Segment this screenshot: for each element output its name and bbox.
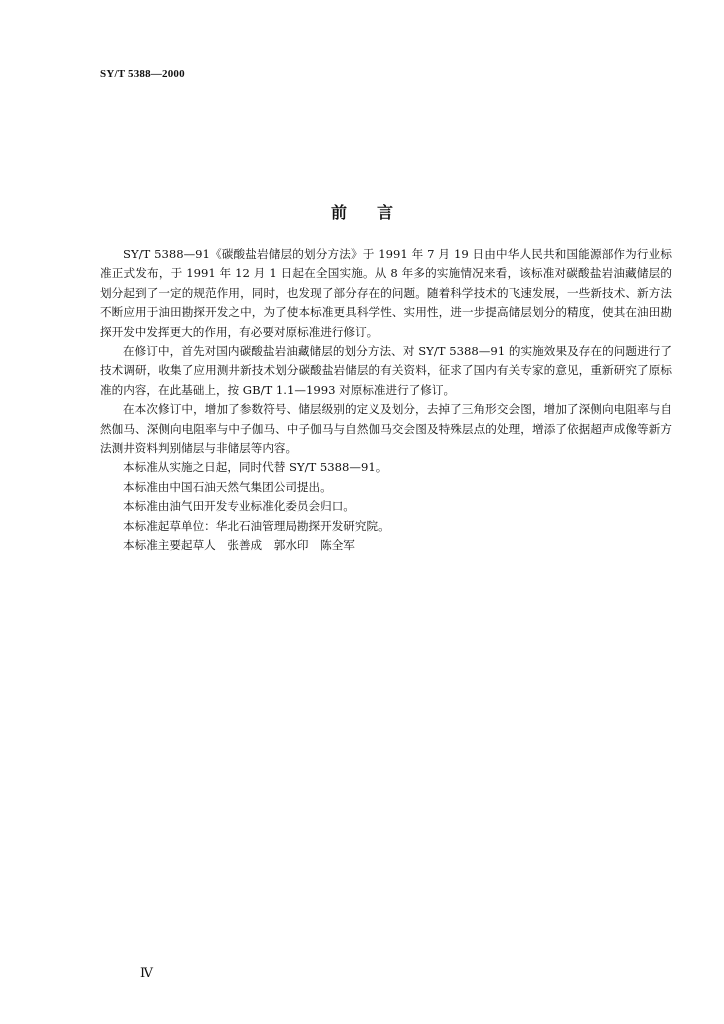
page-title: 前言 [330,203,423,222]
paragraph-revision-changes: 在本次修订中，增加了参数符号、储层级别的定义及划分，去掉了三角形交会图，增加了深侧向电阻率与自然伽马、深侧向电阻率与中子伽马、中子伽马与自然伽马交会图及特殊层点的处理，增添了依据超声成像等新方法测井资料判别储层与非储层等内容。 [100,402,672,456]
standard-code: SY/T 5388—2000 [100,68,185,80]
paragraph-revision-process: 在修订中，首先对国内碳酸盐岩油藏储层的划分方法、对 SY/T 5388—91 的实施效果及存在的问题进行了技术调研，收集了应用测井新技术划分碳酸盐岩储层的有关资料，征求了国内有关专家的意见，重新研究了原标准的内容，在此基础上，按 GB/T 1.1—1993 对原标准进行了修订。 [100,344,672,397]
paragraph-drafting-unit: 本标准起草单位：华北石油管理局勘探开发研究院。 [123,518,390,533]
paragraph-proposer: 本标准由中国石油天然气集团公司提出。 [123,479,332,494]
paragraph-replacement: 本标准从实施之日起，同时代替 SY/T 5388—91。 [123,460,388,475]
paragraph-centralizer: 本标准由油气田开发专业标准化委员会归口。 [123,499,355,514]
preface-body [100,245,672,556]
paragraph-background: SY/T 5388—91《碳酸盐岩储层的划分方法》于 1991 年 7 月 19 日由中华人民共和国能源部作为行业标准正式发布，于 1991 年 12 月 1 日起在全国实施。从 8 年多的实施情况来看，该标准对碳酸盐岩油藏储层的划分起到了一定的规范作用，同时，也发现了部分存在的问题。随着科学技术的飞速发展，一些新技术、新方法不断应用于油田勘探开发之中，为了使本标准更具科学性、实用性，进一步提高储层划分的精度，使其在油田勘探开发中发挥更大的作用，有必要对原标准进行修订。 [100,247,672,339]
page-number: Ⅳ [140,965,153,980]
paragraph-drafters: 本标准主要起草人 张善成 郭水印 陈全军 [123,538,355,553]
